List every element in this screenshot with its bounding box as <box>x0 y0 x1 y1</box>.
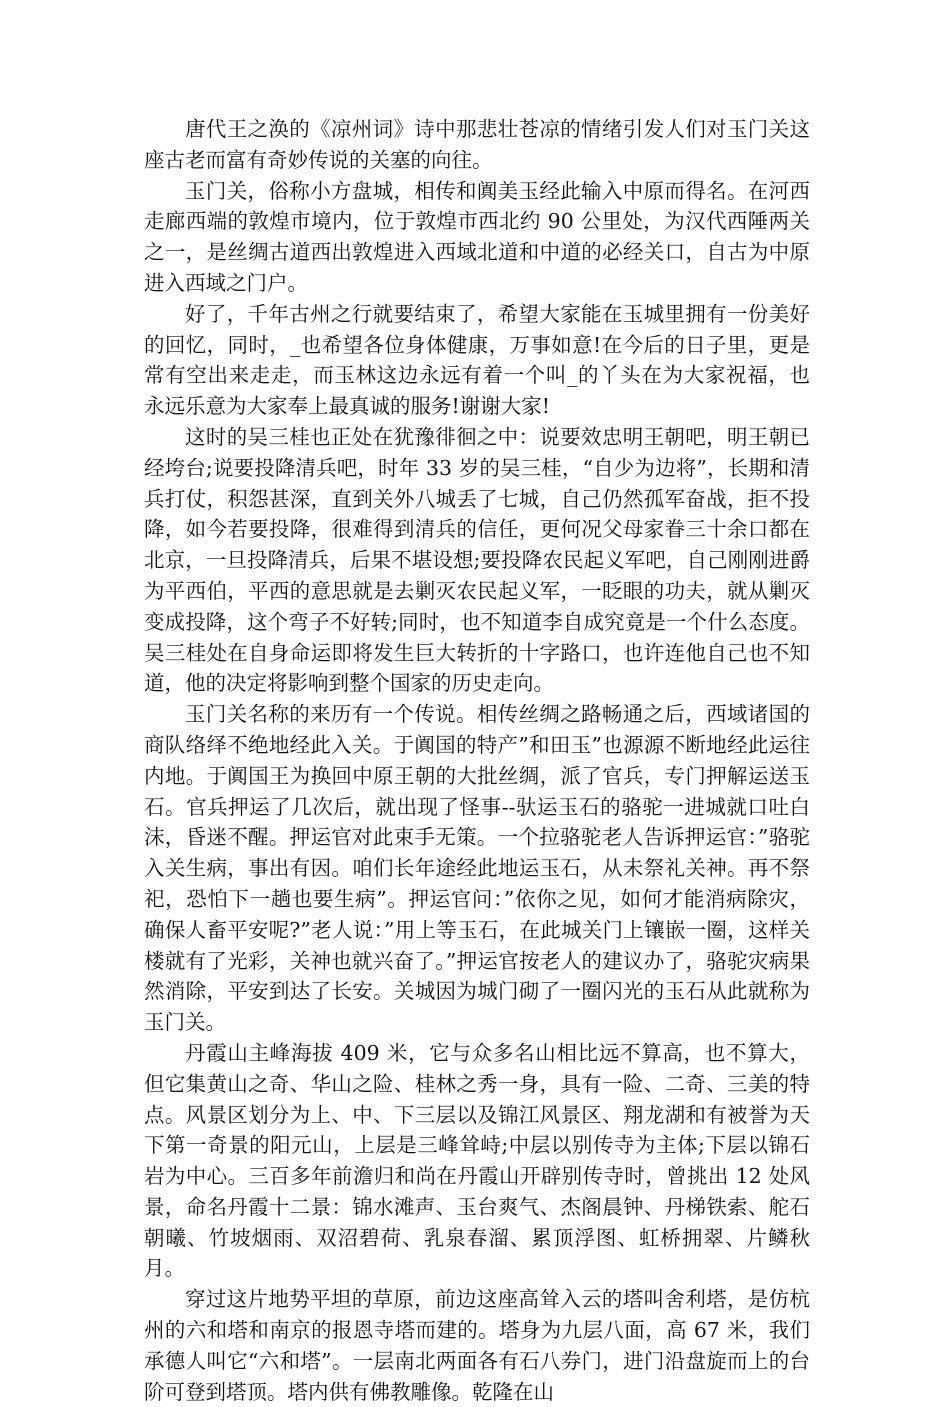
paragraph-yumenguan-legend: 玉门关名称的来历有一个传说。相传丝绸之路畅通之后，西域诸国的商队络绎不绝地经此入关。于阗国的特产”和田玉”也源源不断地经此运往内地。于阗国王为换回中原王朝的大批丝绸，派了官兵，专门押解运送玉石。官兵押运了几次后，就出现了怪事--驮运玉石的骆驼一进城就口吐白沫，昏迷不醒。押运官对此束手无策。一个拉骆驼老人告诉押运官：”骆驼入关生病，事出有因。咱们长年途经此地运玉石，从未祭礼关神。再不祭祀，恐怕下一趟也要生病”。押运官问：”依你之见，如何才能消病除灾，确保人畜平安呢?”老人说：”用上等玉石，在此城关门上镶嵌一圈，这样关楼就有了光彩，关神也就兴奋了。”押运官按老人的建议办了，骆驼灾病果然消除，平安到达了长安。关城因为城门砌了一圈闪光的玉石从此就称为玉门关。 <box>144 702 810 1035</box>
paragraph-yumenguan-poem: 唐代王之涣的《凉州词》诗中那悲壮苍凉的情绪引发人们对玉门关这座古老而富有奇妙传说的关塞的向往。 <box>144 117 810 172</box>
document-body <box>144 114 810 1407</box>
paragraph-farewell: 好了，千年古州之行就要结束了，希望大家能在玉城里拥有一份美好的回忆，同时，_也希望各位身体健康，万事如意!在今后的日子里，更是常有空出来走走，而玉林这边永远有着一个叫_的丫头在为大家祝福，也永远乐意为大家奉上最真诚的服务!谢谢大家! <box>144 301 810 419</box>
paragraph-sheli-pagoda: 穿过这片地势平坦的草原，前边这座高耸入云的塔叫舍利塔，是仿杭州的六和塔和南京的报恩寺塔而建的。塔身为九层八面，高 67 米，我们承德人叫它“六和塔”。一层南北两面各有石八券门，进门沿盘旋而上的台阶可登到塔顶。塔内供有佛教雕像。乾隆在山 <box>144 1287 810 1404</box>
paragraph-yumenguan-location: 玉门关，俗称小方盘城，相传和阗美玉经此输入中原而得名。在河西走廊西端的敦煌市境内，位于敦煌市西北约 90 公里处，为汉代西陲两关之一，是丝绸古道西出敦煌进入西域北道和中道的必经关口，自古为中原进入西域之门户。 <box>144 178 810 295</box>
paragraph-danxia-mountain: 丹霞山主峰海拔 409 米，它与众多名山相比远不算高，也不算大，但它集黄山之奇、华山之险、桂林之秀一身，具有一险、二奇、三美的特点。风景区划分为上、中、下三层以及锦江风景区、翔龙湖和有被誉为天下第一奇景的阳元山，上层是三峰耸峙;中层以别传寺为主体;下层以锦石岩为中心。三百多年前澹归和尚在丹霞山开辟别传寺时，曾挑出 12 处风景，命名丹霞十二景：锦水滩声、玉台爽气、杰阁晨钟、丹梯铁索、舵石朝曦、竹坡烟雨、双沼碧荷、乳泉春溜、累顶浮图、虹桥拥翠、片鳞秋月。 <box>144 1040 810 1281</box>
paragraph-wu-sangui: 这时的吴三桂也正处在犹豫徘徊之中：说要效忠明王朝吧，明王朝已经垮台;说要投降清兵吧，时年 33 岁的吴三桂，“自少为边将”，长期和清兵打仗，积怨甚深，直到关外八城丢了七城，自己仍然孤军奋战，拒不投降，如今若要投降，很难得到清兵的信任，更何况父母家眷三十余口都在北京，一旦投降清兵，后果不堪设想;要投降农民起义军吧，自己刚刚进爵为平西伯，平西的意思就是去剿灭农民起义军，一眨眼的功夫，就从剿灭变成投降，这个弯子不好转;同时，也不知道李自成究竟是一个什么态度。吴三桂处在自身命运即将发生巨大转折的十字路口，也许连他自己也不知道，他的决定将影响到整个国家的历史走向。 <box>144 424 810 696</box>
